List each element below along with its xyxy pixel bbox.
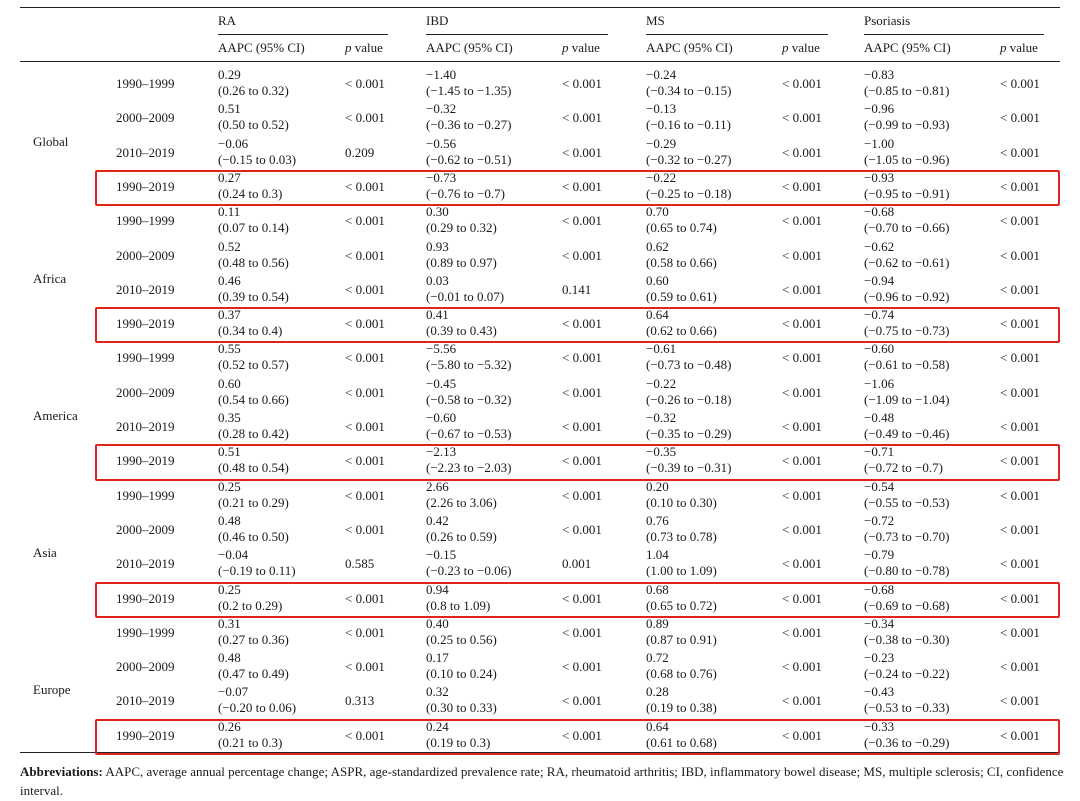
disease-subrule xyxy=(426,34,608,35)
aapc-value: −0.33 xyxy=(864,718,895,734)
aapc-ci: (0.52 to 0.57) xyxy=(218,357,289,373)
aapc-value: 0.76 xyxy=(646,512,669,528)
p-value: < 0.001 xyxy=(345,316,385,332)
disease-subrule xyxy=(218,34,388,35)
p-value: < 0.001 xyxy=(345,110,385,126)
aapc-value: 0.25 xyxy=(218,478,241,494)
aapc-ci: (−0.25 to −0.18) xyxy=(646,185,732,201)
aapc-value: 0.26 xyxy=(218,718,241,734)
aapc-value: 0.51 xyxy=(218,101,241,117)
period-label: 2010–2019 xyxy=(116,144,175,160)
p-value: < 0.001 xyxy=(562,727,602,743)
aapc-value: 0.62 xyxy=(646,238,669,254)
aapc-value: 0.51 xyxy=(218,444,241,460)
aapc-value: 0.32 xyxy=(426,684,449,700)
aapc-value: 0.29 xyxy=(218,67,241,82)
aapc-value: −0.22 xyxy=(646,169,677,185)
aapc-ci: (0.24 to 0.3) xyxy=(218,185,283,201)
aapc-value: 0.52 xyxy=(218,238,241,254)
aapc-ci: (0.48 to 0.56) xyxy=(218,254,289,270)
p-value: < 0.001 xyxy=(1000,521,1040,537)
aapc-value: 0.25 xyxy=(218,581,241,597)
aapc-value: −0.62 xyxy=(864,238,895,254)
p-value: < 0.001 xyxy=(562,178,602,194)
region-label: Africa xyxy=(33,270,67,286)
aapc-ci: (2.26 to 3.06) xyxy=(426,494,497,510)
p-value: < 0.001 xyxy=(1000,350,1040,366)
p-value: < 0.001 xyxy=(1000,384,1040,400)
p-value: < 0.001 xyxy=(562,419,602,434)
p-value: 0.313 xyxy=(345,693,375,709)
aapc-value: 0.35 xyxy=(218,410,241,425)
aapc-ci: (0.62 to 0.66) xyxy=(646,323,717,339)
aapc-ci: (−0.75 to −0.73) xyxy=(864,323,950,339)
aapc-ci: (0.25 to 0.56) xyxy=(426,631,497,647)
period-label: 1990–1999 xyxy=(116,624,175,640)
p-value: 0.209 xyxy=(345,144,375,160)
aapc-value: −0.04 xyxy=(218,547,249,563)
aapc-ci: (0.28 to 0.42) xyxy=(218,426,289,441)
p-value: < 0.001 xyxy=(562,247,602,263)
aapc-ci: (−0.01 to 0.07) xyxy=(426,288,505,304)
aapc-ci: (−0.58 to −0.32) xyxy=(426,391,512,407)
p-value: < 0.001 xyxy=(782,487,822,503)
aapc-value: −0.61 xyxy=(646,341,677,357)
aapc-value: 0.41 xyxy=(426,307,449,323)
aapc-ci: (−1.05 to −0.96) xyxy=(864,151,950,167)
p-value: < 0.001 xyxy=(1000,624,1040,640)
aapc-ci: (0.10 to 0.24) xyxy=(426,666,497,682)
p-value: < 0.001 xyxy=(562,144,602,160)
aapc-value: 0.48 xyxy=(218,650,241,666)
disease-header: IBD xyxy=(426,13,449,28)
p-value: < 0.001 xyxy=(1000,178,1040,194)
aapc-value: −0.35 xyxy=(646,444,677,460)
p-value: < 0.001 xyxy=(1000,110,1040,126)
aapc-ci: (−0.62 to −0.51) xyxy=(426,151,512,167)
aapc-ci: (−5.80 to −5.32) xyxy=(426,357,512,373)
aapc-value: −0.73 xyxy=(426,169,457,185)
p-value: < 0.001 xyxy=(562,521,602,537)
p-rest: value xyxy=(568,40,600,55)
region-label: Asia xyxy=(33,545,57,561)
aapc-value: −0.72 xyxy=(864,512,895,528)
region-label: Europe xyxy=(33,682,71,698)
disease-subrule xyxy=(646,34,828,35)
p-value: < 0.001 xyxy=(345,419,385,434)
p-value: < 0.001 xyxy=(782,247,822,263)
aapc-ci: (0.50 to 0.52) xyxy=(218,117,289,133)
aapc-ci: (0.89 to 0.97) xyxy=(426,254,497,270)
p-value-header xyxy=(345,40,383,56)
p-value: < 0.001 xyxy=(782,213,822,229)
aapc-ci: (−0.38 to −0.30) xyxy=(864,631,950,647)
aapc-ci: (0.39 to 0.54) xyxy=(218,288,289,304)
p-value: < 0.001 xyxy=(782,556,822,572)
aapc-value: −0.60 xyxy=(426,410,457,425)
aapc-value: −0.22 xyxy=(646,375,677,391)
aapc-ci: (0.19 to 0.3) xyxy=(426,734,491,750)
footnote-text: AAPC, average annual percentage change; ASPR, age-standardized prevalence rate; RA, rheumatoid arthritis; IBD, inflammatory bowel disease; MS, multiple sclerosis; CI, confidence interval. xyxy=(20,764,1064,798)
p-value: < 0.001 xyxy=(345,727,385,743)
p-value: < 0.001 xyxy=(345,281,385,297)
p-value: < 0.001 xyxy=(1000,487,1040,503)
aapc-ci: (−0.80 to −0.78) xyxy=(864,563,950,579)
p-value: < 0.001 xyxy=(1000,693,1040,709)
aapc-ci: (−0.34 to −0.15) xyxy=(646,83,732,98)
period-label: 1990–2019 xyxy=(116,453,175,469)
aapc-ci: (0.2 to 0.29) xyxy=(218,597,283,613)
p-value: 0.001 xyxy=(562,556,592,572)
period-label: 1990–2019 xyxy=(116,590,175,606)
p-value: 0.585 xyxy=(345,556,375,572)
p-value: < 0.001 xyxy=(562,624,602,640)
p-value: < 0.001 xyxy=(345,76,385,91)
period-label: 2000–2009 xyxy=(116,110,175,126)
aapc-ci: (−0.62 to −0.61) xyxy=(864,254,950,270)
aapc-ci: (0.68 to 0.76) xyxy=(646,666,717,682)
aapc-ci: (0.10 to 0.30) xyxy=(646,494,717,510)
p-value: < 0.001 xyxy=(1000,316,1040,332)
aapc-value: 0.31 xyxy=(218,615,241,631)
aapc-value: 0.48 xyxy=(218,512,241,528)
aapc-ci: (−0.55 to −0.53) xyxy=(864,494,950,510)
aapc-value: 0.89 xyxy=(646,615,669,631)
aapc-header: AAPC (95% CI) xyxy=(646,40,733,55)
p-value-header xyxy=(562,40,600,56)
p-value: < 0.001 xyxy=(562,693,602,709)
p-value: < 0.001 xyxy=(345,453,385,469)
aapc-value: −2.13 xyxy=(426,444,457,460)
aapc-ci: (−0.20 to 0.06) xyxy=(218,700,297,716)
aapc-value: −0.79 xyxy=(864,547,895,563)
aapc-value: 0.68 xyxy=(646,581,669,597)
aapc-value: −0.93 xyxy=(864,169,895,185)
aapc-ci: (0.48 to 0.54) xyxy=(218,460,289,476)
aapc-ci: (−0.49 to −0.46) xyxy=(864,426,950,441)
aapc-header: AAPC (95% CI) xyxy=(218,40,305,55)
p-value: < 0.001 xyxy=(562,350,602,366)
aapc-ci: (0.19 to 0.38) xyxy=(646,700,717,716)
aapc-ci: (0.65 to 0.74) xyxy=(646,220,717,236)
aapc-value: 0.70 xyxy=(646,204,669,220)
p-value: < 0.001 xyxy=(782,281,822,297)
aapc-value: −0.56 xyxy=(426,135,457,151)
aapc-value: 0.27 xyxy=(218,169,241,185)
aapc-ci: (0.65 to 0.72) xyxy=(646,597,717,613)
aapc-value: −0.32 xyxy=(646,410,677,425)
aapc-value: 0.55 xyxy=(218,341,241,357)
aapc-ci: (−0.73 to −0.70) xyxy=(864,528,950,544)
p-value: < 0.001 xyxy=(782,178,822,194)
p-value: < 0.001 xyxy=(1000,144,1040,160)
footnote-label: Abbreviations: xyxy=(20,764,103,779)
aapc-ci: (−0.96 to −0.92) xyxy=(864,288,950,304)
p-value: < 0.001 xyxy=(345,247,385,263)
aapc-value: −0.60 xyxy=(864,341,895,357)
aapc-value: −0.23 xyxy=(864,650,895,666)
aapc-ci: (−2.23 to −2.03) xyxy=(426,460,512,476)
aapc-value: 0.30 xyxy=(426,204,449,220)
aapc-ci: (0.58 to 0.66) xyxy=(646,254,717,270)
aapc-ci: (−0.36 to −0.29) xyxy=(864,734,950,750)
top-rule xyxy=(20,7,1060,8)
aapc-value: 0.11 xyxy=(218,204,241,220)
aapc-value: −0.96 xyxy=(864,101,895,117)
p-value: < 0.001 xyxy=(782,110,822,126)
aapc-value: −0.29 xyxy=(646,135,677,151)
p-value: < 0.001 xyxy=(562,110,602,126)
period-label: 1990–1999 xyxy=(116,487,175,503)
aapc-ci: (0.27 to 0.36) xyxy=(218,631,289,647)
aapc-ci: (−0.72 to −0.7) xyxy=(864,460,943,476)
p-value: < 0.001 xyxy=(782,521,822,537)
region-label: Global xyxy=(33,133,69,149)
aapc-ci: (−0.39 to −0.31) xyxy=(646,460,732,476)
aapc-ci: (−0.24 to −0.22) xyxy=(864,666,950,682)
aapc-ci: (−0.23 to −0.06) xyxy=(426,563,512,579)
disease-header: RA xyxy=(218,13,237,28)
period-label: 1990–2019 xyxy=(116,316,175,332)
aapc-value: −0.68 xyxy=(864,581,895,597)
p-value: < 0.001 xyxy=(345,213,385,229)
aapc-value: 0.40 xyxy=(426,615,449,631)
p-value-header xyxy=(1000,40,1038,56)
aapc-ci: (−0.16 to −0.11) xyxy=(646,117,731,133)
aapc-value: 0.37 xyxy=(218,307,241,323)
aapc-value: −0.83 xyxy=(864,67,895,82)
aapc-ci: (−0.95 to −0.91) xyxy=(864,185,950,201)
p-value: < 0.001 xyxy=(1000,556,1040,572)
p-value: < 0.001 xyxy=(562,487,602,503)
p-value: < 0.001 xyxy=(1000,247,1040,263)
disease-subrule xyxy=(864,34,1044,35)
aapc-ci: (−0.70 to −0.66) xyxy=(864,220,950,236)
aapc-value: 0.60 xyxy=(218,375,241,391)
aapc-ci: (−0.61 to −0.58) xyxy=(864,357,950,373)
period-label: 1990–2019 xyxy=(116,727,175,743)
aapc-ci: (−0.69 to −0.68) xyxy=(864,597,950,613)
aapc-value: −0.71 xyxy=(864,444,895,460)
aapc-header: AAPC (95% CI) xyxy=(864,40,951,55)
aapc-header: AAPC (95% CI) xyxy=(426,40,513,55)
aapc-ci: (0.8 to 1.09) xyxy=(426,597,491,613)
period-label: 1990–1999 xyxy=(116,213,175,229)
aapc-value: 0.94 xyxy=(426,581,449,597)
aapc-ci: (0.87 to 0.91) xyxy=(646,631,717,647)
p-value: < 0.001 xyxy=(782,693,822,709)
aapc-ci: (−0.26 to −0.18) xyxy=(646,391,732,407)
aapc-ci: (−0.19 to 0.11) xyxy=(218,563,296,579)
p-value: < 0.001 xyxy=(345,659,385,675)
p-value: < 0.001 xyxy=(782,624,822,640)
period-label: 2000–2009 xyxy=(116,247,175,263)
aapc-ci: (0.29 to 0.32) xyxy=(426,220,497,236)
aapc-ci: (0.30 to 0.33) xyxy=(426,700,497,716)
aapc-ci: (−0.67 to −0.53) xyxy=(426,426,512,441)
region-label: America xyxy=(33,408,78,423)
p-value: < 0.001 xyxy=(782,453,822,469)
aapc-value: −0.54 xyxy=(864,478,895,494)
aapc-value: 0.24 xyxy=(426,718,449,734)
period-label: 2000–2009 xyxy=(116,521,175,537)
p-value: < 0.001 xyxy=(1000,76,1040,91)
p-italic: p xyxy=(1000,40,1007,55)
aapc-value: −1.40 xyxy=(426,67,457,82)
period-label: 2010–2019 xyxy=(116,693,175,709)
p-value: < 0.001 xyxy=(782,76,822,91)
aapc-ci: (0.54 to 0.66) xyxy=(218,391,289,407)
period-label: 2010–2019 xyxy=(116,281,175,297)
aapc-value: 2.66 xyxy=(426,478,449,494)
p-value: < 0.001 xyxy=(345,384,385,400)
disease-header: Psoriasis xyxy=(864,13,911,28)
aapc-ci: (−1.09 to −1.04) xyxy=(864,391,950,407)
p-value: < 0.001 xyxy=(345,350,385,366)
aapc-ci: (0.34 to 0.4) xyxy=(218,323,283,339)
aapc-ci: (−1.45 to −1.35) xyxy=(426,83,512,98)
period-label: 2010–2019 xyxy=(116,419,175,434)
p-rest: value xyxy=(1006,40,1038,55)
aapc-value: 0.28 xyxy=(646,684,669,700)
aapc-value: 0.03 xyxy=(426,272,449,288)
p-value: < 0.001 xyxy=(782,350,822,366)
aapc-ci: (−0.35 to −0.29) xyxy=(646,426,732,441)
p-value: < 0.001 xyxy=(782,419,822,434)
aapc-ci: (−0.53 to −0.33) xyxy=(864,700,950,716)
p-value: < 0.001 xyxy=(562,453,602,469)
aapc-ci: (−0.32 to −0.27) xyxy=(646,151,732,167)
aapc-value: −0.94 xyxy=(864,272,895,288)
aapc-value: −1.00 xyxy=(864,135,895,151)
aapc-ci: (0.26 to 0.32) xyxy=(218,83,289,98)
aapc-value: −0.34 xyxy=(864,615,895,631)
aapc-value: −0.68 xyxy=(864,204,895,220)
p-value: < 0.001 xyxy=(782,144,822,160)
p-value: < 0.001 xyxy=(782,727,822,743)
aapc-value: 0.64 xyxy=(646,718,669,734)
p-value: < 0.001 xyxy=(1000,659,1040,675)
p-value: 0.141 xyxy=(562,281,592,297)
p-value: < 0.001 xyxy=(782,316,822,332)
p-value: < 0.001 xyxy=(1000,727,1040,743)
aapc-ci: (0.39 to 0.43) xyxy=(426,323,497,339)
disease-header: MS xyxy=(646,13,665,28)
aapc-ci: (0.47 to 0.49) xyxy=(218,666,289,682)
aapc-ci: (0.21 to 0.29) xyxy=(218,494,289,510)
aapc-ci: (−0.15 to 0.03) xyxy=(218,151,297,167)
aapc-value: −0.13 xyxy=(646,101,677,117)
p-value: < 0.001 xyxy=(562,316,602,332)
aapc-ci: (0.73 to 0.78) xyxy=(646,528,717,544)
period-label: 1990–2019 xyxy=(116,178,175,194)
p-value: < 0.001 xyxy=(345,590,385,606)
header-bottom-rule xyxy=(20,61,1060,62)
aapc-value: 0.46 xyxy=(218,272,241,288)
aapc-value: 0.60 xyxy=(646,272,669,288)
p-value: < 0.001 xyxy=(782,659,822,675)
p-value: < 0.001 xyxy=(562,213,602,229)
p-italic: p xyxy=(345,40,352,55)
p-value: < 0.001 xyxy=(1000,453,1040,469)
aapc-value: 1.04 xyxy=(646,547,669,563)
aapc-value: −0.24 xyxy=(646,67,677,82)
aapc-value: −0.32 xyxy=(426,101,457,117)
p-rest: value xyxy=(351,40,383,55)
aapc-value: 0.17 xyxy=(426,650,449,666)
aapc-ci: (−0.85 to −0.81) xyxy=(864,83,950,98)
aapc-value: −0.74 xyxy=(864,307,895,323)
aapc-value: −0.15 xyxy=(426,547,457,563)
period-label: 2010–2019 xyxy=(116,556,175,572)
footnote xyxy=(20,762,1065,800)
period-label: 1990–1999 xyxy=(116,76,175,91)
aapc-value: 0.72 xyxy=(646,650,669,666)
aapc-value: 0.42 xyxy=(426,512,449,528)
p-italic: p xyxy=(562,40,569,55)
aapc-value: −0.07 xyxy=(218,684,249,700)
aapc-value: −5.56 xyxy=(426,341,457,357)
aapc-value: −0.06 xyxy=(218,135,249,151)
p-value: < 0.001 xyxy=(782,590,822,606)
p-value: < 0.001 xyxy=(345,624,385,640)
aapc-ci: (−0.76 to −0.7) xyxy=(426,185,505,201)
p-value: < 0.001 xyxy=(562,76,602,91)
aapc-value: −0.48 xyxy=(864,410,895,425)
p-value: < 0.001 xyxy=(1000,281,1040,297)
aapc-ci: (0.59 to 0.61) xyxy=(646,288,717,304)
aapc-value: 0.93 xyxy=(426,238,449,254)
aapc-ci: (0.46 to 0.50) xyxy=(218,528,289,544)
p-value: < 0.001 xyxy=(1000,590,1040,606)
p-value: < 0.001 xyxy=(1000,213,1040,229)
p-value: < 0.001 xyxy=(782,384,822,400)
aapc-value: 0.20 xyxy=(646,478,669,494)
period-label: 2000–2009 xyxy=(116,659,175,675)
aapc-ci: (0.61 to 0.68) xyxy=(646,734,717,750)
aapc-value: −1.06 xyxy=(864,375,895,391)
aapc-value: 0.64 xyxy=(646,307,669,323)
p-value: < 0.001 xyxy=(345,178,385,194)
p-value-header xyxy=(782,40,820,56)
p-value: < 0.001 xyxy=(562,659,602,675)
aapc-value: −0.45 xyxy=(426,375,457,391)
aapc-ci: (0.07 to 0.14) xyxy=(218,220,289,236)
aapc-ci: (−0.99 to −0.93) xyxy=(864,117,950,133)
period-label: 2000–2009 xyxy=(116,384,175,400)
p-value: < 0.001 xyxy=(562,384,602,400)
p-value: < 0.001 xyxy=(562,590,602,606)
aapc-ci: (−0.36 to −0.27) xyxy=(426,117,512,133)
aapc-ci: (−0.73 to −0.48) xyxy=(646,357,732,373)
p-value: < 0.001 xyxy=(345,521,385,537)
p-value: < 0.001 xyxy=(1000,419,1040,434)
aapc-ci: (0.21 to 0.3) xyxy=(218,734,283,750)
p-value: < 0.001 xyxy=(345,487,385,503)
p-italic: p xyxy=(782,40,789,55)
aapc-value: −0.43 xyxy=(864,684,895,700)
p-rest: value xyxy=(788,40,820,55)
period-label: 1990–1999 xyxy=(116,350,175,366)
aapc-ci: (0.26 to 0.59) xyxy=(426,528,497,544)
aapc-ci: (1.00 to 1.09) xyxy=(646,563,717,579)
